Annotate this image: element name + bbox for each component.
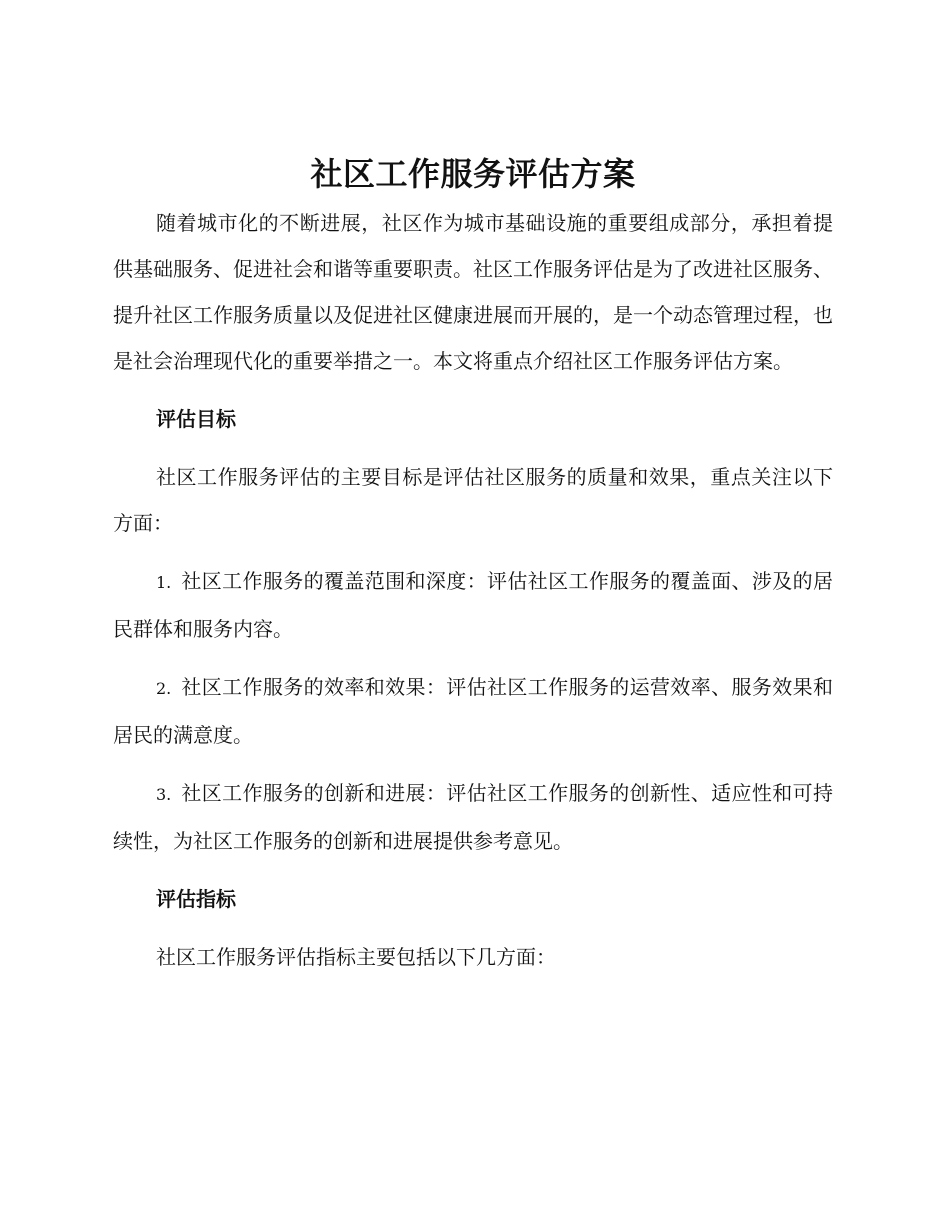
list-item-text: 社区工作服务的创新和进展：评估社区工作服务的创新性、适应性和可持续性，为社区工作服务的创新和进展提供参考意见。 xyxy=(113,781,833,853)
list-item-number: 2. xyxy=(156,679,172,698)
list-item xyxy=(113,770,833,864)
indicators-lead-paragraph: 社区工作服务评估指标主要包括以下几方面： xyxy=(156,945,556,969)
section-heading-indicators: 评估指标 xyxy=(156,887,236,911)
document-body xyxy=(113,148,833,980)
intro-paragraph: 随着城市化的不断进展，社区作为城市基础设施的重要组成部分，承担着提供基础服务、促进社会和谐等重要职责。社区工作服务评估是为了改进社区服务、提升社区工作服务质量以及促进社区健康进展而开展的，是一个动态管理过程，也是社会治理现代化的重要举措之一。本文将重点介绍社区工作服务评估方案。 xyxy=(113,211,833,373)
spacer xyxy=(113,546,833,558)
section-heading-goals: 评估目标 xyxy=(156,407,236,431)
spacer xyxy=(113,758,833,770)
list-item xyxy=(113,558,833,652)
list-item-text: 社区工作服务的覆盖范围和深度：评估社区工作服务的覆盖面、涉及的居民群体和服务内容。 xyxy=(113,569,833,641)
list-item-number: 3. xyxy=(156,785,172,804)
spacer xyxy=(113,922,833,934)
document-title: 社区工作服务评估方案 xyxy=(310,155,636,193)
spacer xyxy=(113,442,833,454)
spacer xyxy=(113,864,833,876)
list-item-text: 社区工作服务的效率和效果：评估社区工作服务的运营效率、服务效果和居民的满意度。 xyxy=(113,675,833,747)
spacer xyxy=(113,652,833,664)
goals-lead-paragraph: 社区工作服务评估的主要目标是评估社区服务的质量和效果，重点关注以下方面： xyxy=(113,465,833,535)
list-item xyxy=(113,664,833,758)
spacer xyxy=(113,384,833,396)
list-item-number: 1. xyxy=(156,573,172,592)
